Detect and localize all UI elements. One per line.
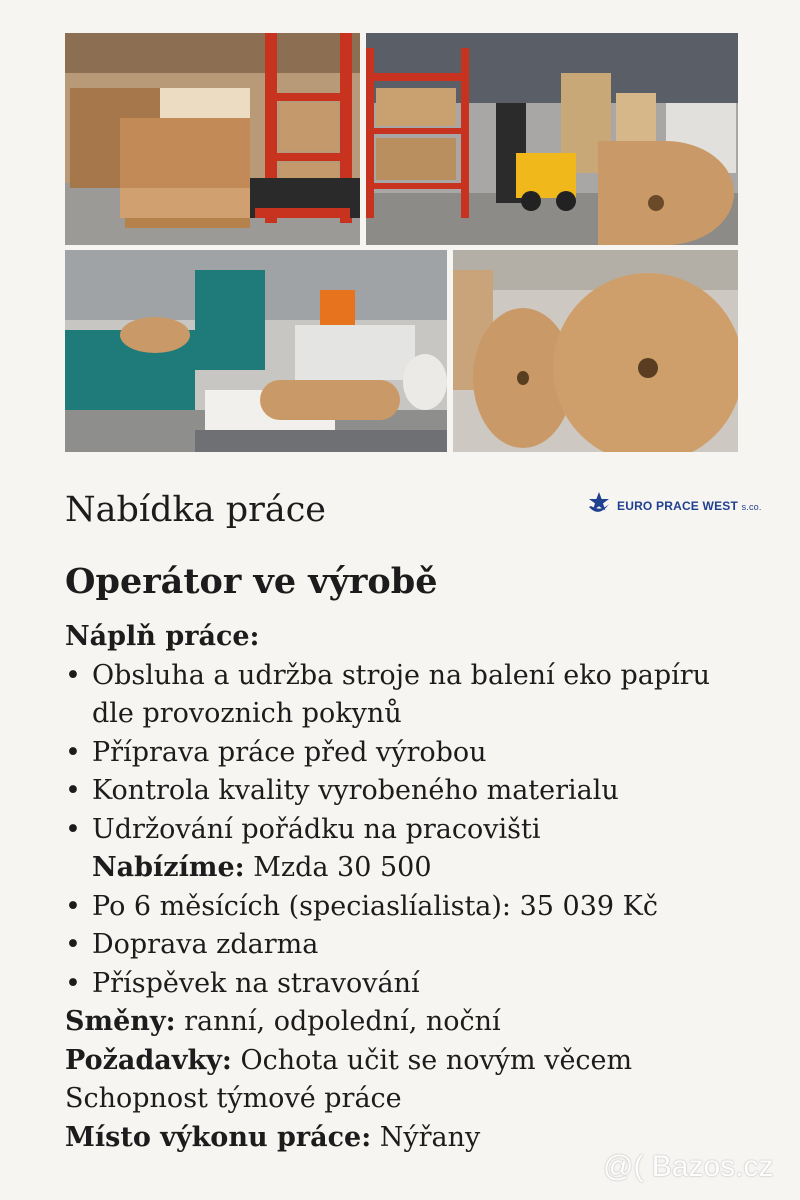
shifts-line: Směny: ranní, odpolední, noční — [65, 1006, 501, 1037]
job-title: Operátor ve výrobě — [65, 561, 438, 602]
list-item: • Obsluha a udržba stroje na balení eko papíru — [65, 659, 711, 691]
list-item: • Udržování pořádku na pracovišti — [65, 813, 541, 845]
star-icon — [585, 490, 613, 522]
list-item: • Kontrola kvality vyrobeného materialu — [65, 775, 619, 806]
company-logo — [585, 490, 762, 522]
list-item: • Příprava práce před výrobou — [65, 736, 487, 768]
list-item: • Doprava zdarma — [65, 929, 319, 960]
logo-text: EURO PRACE WEST s.co. — [617, 499, 762, 513]
requirements-extra: Schopnost týmové práce — [65, 1083, 402, 1114]
warehouse-forklift-photo — [366, 33, 738, 245]
list-item: • Po 6 měsících (speciaslíalista): 35 039 Kč — [65, 890, 658, 922]
job-description — [65, 618, 765, 1157]
requirements-line: Požadavky: Ochota učit se novým věcem — [65, 1044, 633, 1076]
offer-line: Nabízíme: Mzda 30 500 — [92, 852, 432, 883]
paper-rolls-photo — [453, 250, 738, 452]
warehouse-pallets-photo — [65, 33, 360, 245]
duties-label: Náplň práce: — [65, 621, 260, 652]
list-item-continuation: dle provoznich pokynů — [92, 698, 402, 729]
list-item: • Příspěvek na stravování — [65, 967, 420, 999]
location-line: Místo výkonu práce: Nýřany — [65, 1121, 481, 1153]
factory-machine-photo — [65, 250, 447, 452]
bazos-watermark: @( Bazos.cz — [603, 1150, 774, 1183]
page-title: Nabídka práce — [65, 490, 327, 530]
